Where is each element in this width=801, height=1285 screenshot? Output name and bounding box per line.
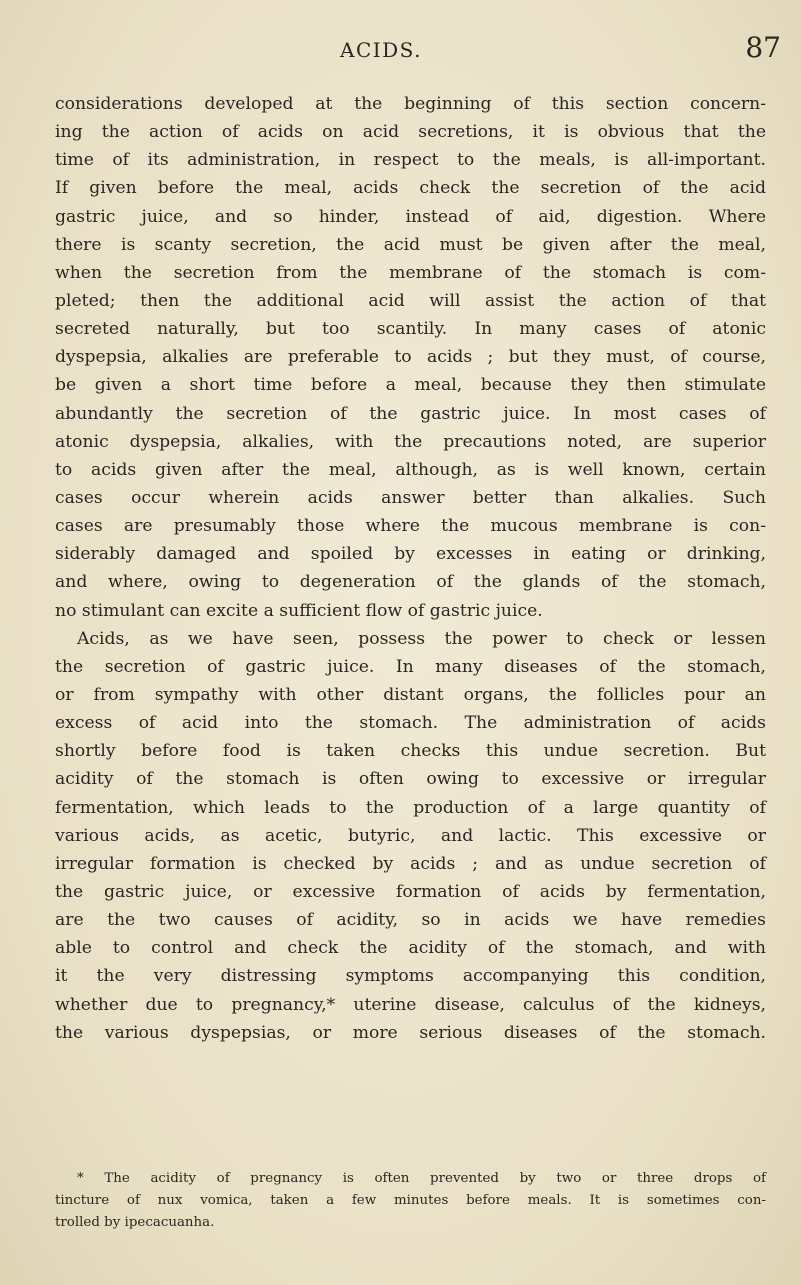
text-line: time of its administration, in respect to the meals, is all-important. — [55, 150, 766, 171]
text-line: siderably damaged and spoiled by excesses in eating or drinking, — [55, 544, 766, 565]
text-line: or from sympathy with other distant organs, the follicles pour an — [55, 684, 766, 705]
text-line: to acids given after the meal, although, as is well known, certain — [55, 459, 766, 480]
text-line: irregular formation is checked by acids ; and as undue secretion of — [55, 853, 766, 874]
text-line: abundantly the secretion of the gastric juice. In most cases of — [55, 403, 766, 424]
text-line: no stimulant can excite a sufficient flow of gastric juice. — [55, 600, 543, 621]
text-line: pleted; then the additional acid will assist the action of that — [55, 290, 766, 311]
text-line: dyspepsia, alkalies are preferable to acids ; but they must, of course, — [55, 347, 766, 368]
body-text — [55, 90, 766, 1047]
text-line: gastric juice, and so hinder, instead of aid, digestion. Where — [55, 206, 766, 227]
text-line: atonic dyspepsia, alkalies, with the precautions noted, are superior — [55, 431, 766, 452]
text-line: when the secretion from the membrane of the stomach is com- — [55, 262, 766, 283]
text-line: secreted naturally, but too scantily. In many cases of atonic — [55, 319, 766, 340]
page-number: 87 — [745, 31, 781, 64]
text-line: it the very distressing symptoms accompanying this condition, — [55, 966, 766, 987]
text-line: cases are presumably those where the mucous membrane is con- — [55, 516, 766, 537]
footnote-line: * The acidity of pregnancy is often prevented by two or three drops of — [77, 1171, 766, 1186]
text-line: Acids, as we have seen, possess the power to check or lessen — [77, 628, 766, 649]
text-line: able to control and check the acidity of the stomach, and with — [55, 938, 766, 959]
footnote-line: tincture of nux vomica, taken a few minutes before meals. It is sometimes con- — [55, 1193, 766, 1208]
text-line: the secretion of gastric juice. In many diseases of the stomach, — [55, 656, 766, 677]
text-line: the gastric juice, or excessive formation of acids by fermentation, — [55, 881, 766, 902]
footnote-line: trolled by ipecacuanha. — [55, 1215, 215, 1230]
text-line: whether due to pregnancy,* uterine disease, calculus of the kidneys, — [55, 994, 766, 1015]
text-line: are the two causes of acidity, so in acids we have remedies — [55, 910, 766, 931]
footnote — [55, 1168, 766, 1234]
text-line: If given before the meal, acids check the secretion of the acid — [55, 178, 766, 199]
text-line: acidity of the stomach is often owing to excessive or irregular — [55, 769, 766, 790]
text-line: ing the action of acids on acid secretions, it is obvious that the — [55, 122, 766, 143]
text-line: and where, owing to degeneration of the glands of the stomach, — [55, 572, 766, 593]
text-line: various acids, as acetic, butyric, and lactic. This excessive or — [55, 825, 766, 846]
text-line: shortly before food is taken checks this undue secretion. But — [55, 741, 766, 762]
text-line: excess of acid into the stomach. The administration of acids — [55, 713, 766, 734]
text-line: be given a short time before a meal, because they then stimulate — [55, 375, 766, 396]
text-line: fermentation, which leads to the production of a large quantity of — [55, 797, 766, 818]
running-title: ACIDS. — [340, 38, 423, 62]
text-line: cases occur wherein acids answer better than alkalies. Such — [55, 487, 766, 508]
running-head — [0, 30, 801, 64]
text-line: there is scanty secretion, the acid must be given after the meal, — [55, 234, 766, 255]
text-line: considerations developed at the beginning of this section concern- — [55, 94, 766, 114]
text-line: the various dyspepsias, or more serious diseases of the stomach. — [55, 1022, 766, 1043]
